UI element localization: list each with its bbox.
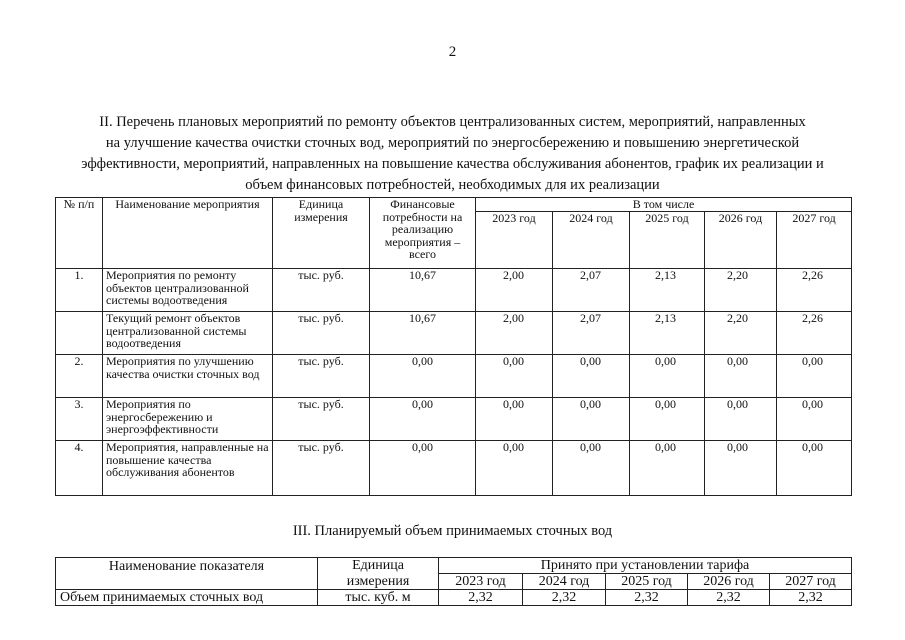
row-num: 1. <box>56 269 103 312</box>
row-value: 0,00 <box>777 355 852 398</box>
row-value: 0,00 <box>630 355 705 398</box>
row-value: 0,00 <box>476 355 553 398</box>
header-group: В том числе <box>476 198 852 212</box>
section2-heading-line: II. Перечень плановых мероприятий по ремонту объектов централизованных систем, мероприятий, направленных <box>99 114 806 130</box>
header-year: 2023 год <box>439 574 523 590</box>
row-value: 2,26 <box>777 312 852 355</box>
table-row <box>56 312 852 355</box>
row-value: 2,00 <box>476 269 553 312</box>
header-year: 2025 год <box>606 574 688 590</box>
row-value: 2,13 <box>630 312 705 355</box>
row-name: Мероприятия по улучшению качества очистки сточных вод <box>103 355 273 398</box>
header-total: Финансовые потребности на реализацию мероприятия – всего <box>370 198 476 269</box>
row-unit: тыс. руб. <box>273 312 370 355</box>
wastewater-volume-table <box>55 557 852 606</box>
table-row <box>56 441 852 496</box>
row-value: 2,20 <box>705 312 777 355</box>
row-value: 0,00 <box>705 398 777 441</box>
row-value: 0,00 <box>476 398 553 441</box>
row-value: 0,00 <box>553 398 630 441</box>
row-value: 2,20 <box>705 269 777 312</box>
row-total: 0,00 <box>370 355 476 398</box>
section2-heading <box>40 112 865 196</box>
section2-heading-line: объем финансовых потребностей, необходимых для их реализации <box>245 177 660 193</box>
row-num: 3. <box>56 398 103 441</box>
row-total: 0,00 <box>370 398 476 441</box>
row-name: Текущий ремонт объектов централизованной системы водоотведения <box>103 312 273 355</box>
row-unit: тыс. руб. <box>273 398 370 441</box>
row-name: Мероприятия, направленные на повышение качества обслуживания абонентов <box>103 441 273 496</box>
row-value: 2,07 <box>553 269 630 312</box>
section2-heading-line: эффективности, мероприятий, направленных на повышение качества обслуживания абонентов, график их реализации и <box>81 156 824 172</box>
row-unit: тыс. руб. <box>273 441 370 496</box>
row-unit: тыс. руб. <box>273 355 370 398</box>
header-num: № п/п <box>56 198 103 269</box>
header-unit-line2: измерения <box>318 574 439 590</box>
row-value: 0,00 <box>630 398 705 441</box>
activities-table <box>55 197 852 496</box>
row-name: Мероприятия по энергосбережению и энергоэффективности <box>103 398 273 441</box>
row-value: 2,32 <box>770 590 852 606</box>
row-value: 0,00 <box>705 441 777 496</box>
row-total: 0,00 <box>370 441 476 496</box>
row-total: 10,67 <box>370 312 476 355</box>
row-value: 2,32 <box>523 590 606 606</box>
table-row <box>56 269 852 312</box>
row-total: 10,67 <box>370 269 476 312</box>
row-value: 2,32 <box>688 590 770 606</box>
header-year: 2026 год <box>705 211 777 269</box>
header-unit: Единица измерения <box>273 198 370 269</box>
row-value: 0,00 <box>777 441 852 496</box>
table-header-row <box>56 198 852 212</box>
header-year: 2023 год <box>476 211 553 269</box>
header-year: 2024 год <box>553 211 630 269</box>
row-name: Мероприятия по ремонту объектов централизованной системы водоотведения <box>103 269 273 312</box>
header-year: 2027 год <box>770 574 852 590</box>
section2-heading-line: на улучшение качества очистки сточных вод, мероприятий по энергосбережению и повышению энергетической <box>105 135 800 151</box>
header-unit-line1: Единица <box>318 558 439 574</box>
row-unit: тыс. руб. <box>273 269 370 312</box>
section3-heading: III. Планируемый объем принимаемых сточных вод <box>292 523 613 539</box>
row-value: 2,00 <box>476 312 553 355</box>
row-value: 2,13 <box>630 269 705 312</box>
row-num: 4. <box>56 441 103 496</box>
row-num <box>56 312 103 355</box>
row-value: 0,00 <box>630 441 705 496</box>
header-name: Наименование мероприятия <box>103 198 273 269</box>
header-group: Принято при установлении тарифа <box>439 558 852 574</box>
row-value: 2,07 <box>553 312 630 355</box>
row-value: 0,00 <box>553 355 630 398</box>
row-num: 2. <box>56 355 103 398</box>
row-unit: тыс. куб. м <box>318 590 439 606</box>
header-year: 2025 год <box>630 211 705 269</box>
page-number: 2 <box>448 44 457 60</box>
row-value: 2,26 <box>777 269 852 312</box>
table-header-row <box>56 558 852 574</box>
table-row <box>56 398 852 441</box>
header-year: 2027 год <box>777 211 852 269</box>
header-year: 2024 год <box>523 574 606 590</box>
row-value: 0,00 <box>777 398 852 441</box>
header-name: Наименование показателя <box>56 558 318 590</box>
row-value: 0,00 <box>476 441 553 496</box>
row-value: 2,32 <box>606 590 688 606</box>
row-value: 0,00 <box>705 355 777 398</box>
table-row <box>56 590 852 606</box>
row-name: Объем принимаемых сточных вод <box>56 590 318 606</box>
row-value: 0,00 <box>553 441 630 496</box>
row-value: 2,32 <box>439 590 523 606</box>
header-year: 2026 год <box>688 574 770 590</box>
table-row <box>56 355 852 398</box>
